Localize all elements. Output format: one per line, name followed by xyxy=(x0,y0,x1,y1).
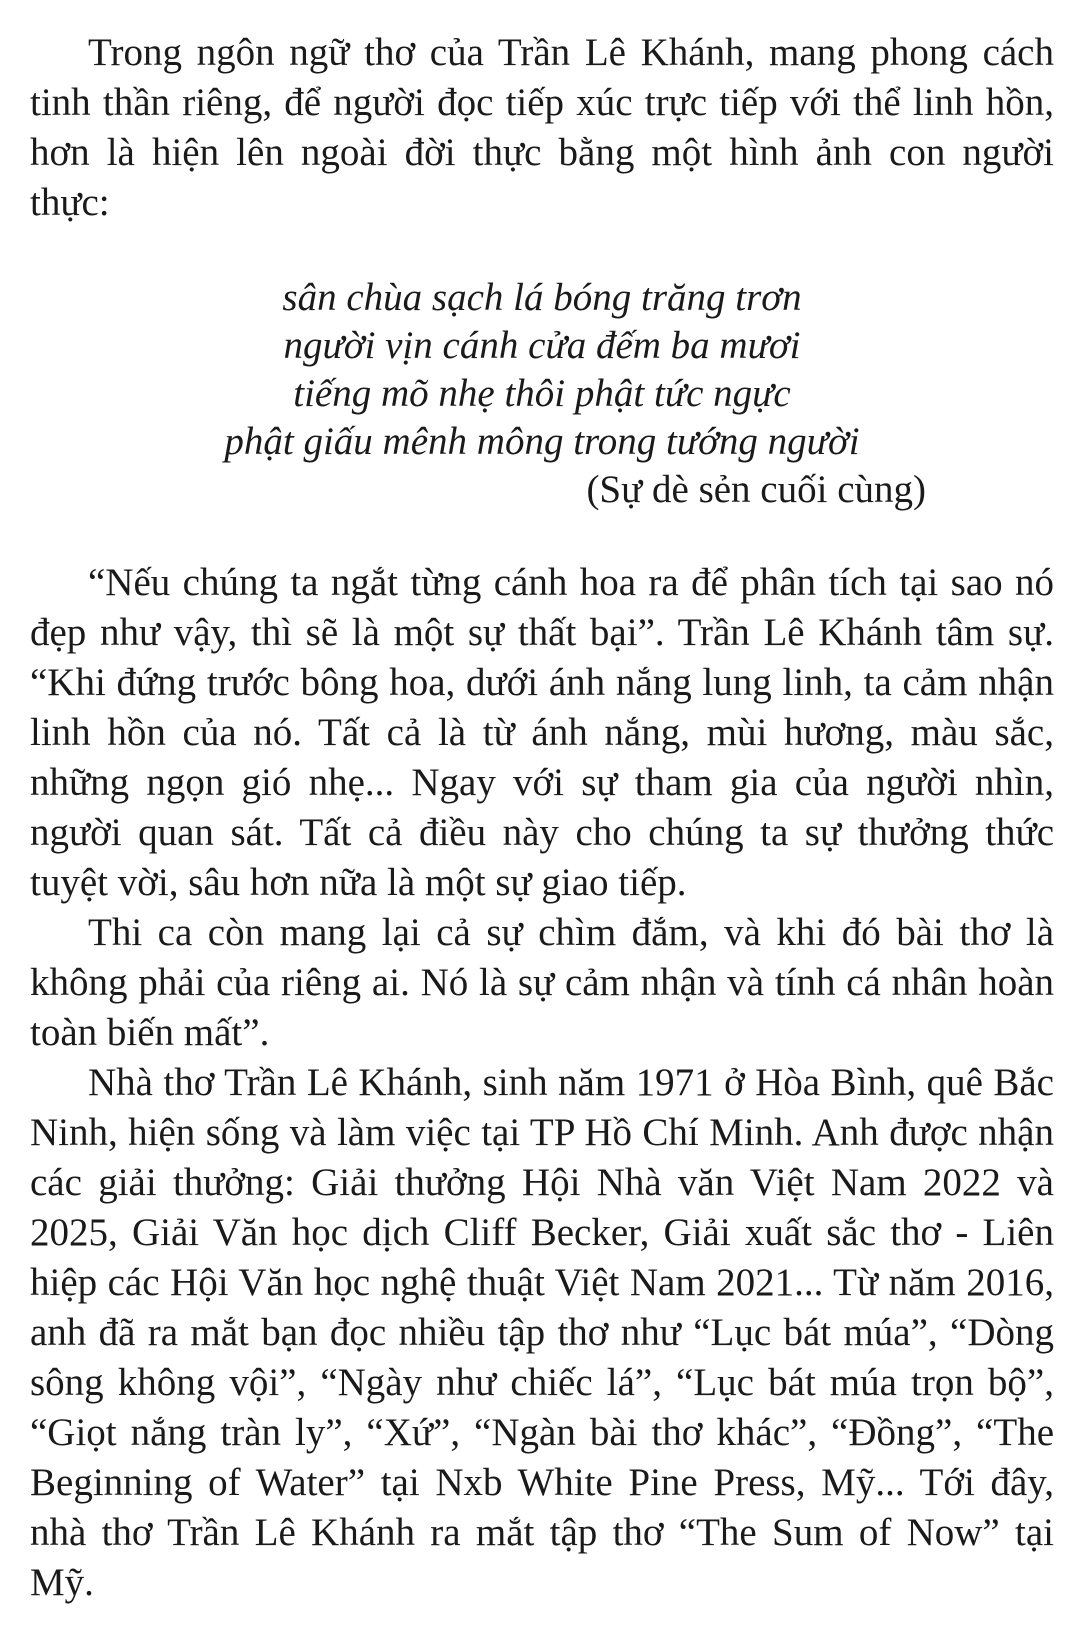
intro-paragraph: Trong ngôn ngữ thơ của Trần Lê Khánh, mang phong cách tinh thần riêng, để người đọc tiếp xúc trực tiếp với thể linh hồn, hơn là hiện lên ngoài đời thực bằng một hình ảnh con người thực: xyxy=(30,31,1054,224)
poem-line: phật giấu mênh mông trong tướng người xyxy=(224,420,860,463)
poem-block xyxy=(30,274,1054,514)
body-paragraph: Thi ca còn mang lại cả sự chìm đắm, và khi đó bài thơ là không phải của riêng ai. Nó là sự cảm nhận và tính cá nhân hoàn toàn biến mất”. xyxy=(30,911,1054,1054)
poem-line: sân chùa sạch lá bóng trăng trơn xyxy=(282,276,802,319)
poem-source: (Sự dè sẻn cuối cùng) xyxy=(586,468,926,511)
poem-line: tiếng mõ nhẹ thôi phật tức ngực xyxy=(293,372,791,415)
poem-line: người vịn cánh cửa đếm ba mươi xyxy=(283,324,801,367)
body-paragraph: “Nếu chúng ta ngắt từng cánh hoa ra để phân tích tại sao nó đẹp như vậy, thì sẽ là một sự thất bại”. Trần Lê Khánh tâm sự. “Khi đứng trước bông hoa, dưới ánh nắng lung linh, ta cảm nhận linh hồn của nó. Tất cả là từ ánh nắng, mùi hương, màu sắc, những ngọn gió nhẹ... Ngay với sự tham gia của người nhìn, người quan sát. Tất cả điều này cho chúng ta sự thưởng thức tuyệt vời, sâu hơn nữa là một sự giao tiếp. xyxy=(30,561,1054,904)
document-page xyxy=(30,28,1054,1608)
body-paragraph: Nhà thơ Trần Lê Khánh, sinh năm 1971 ở Hòa Bình, quê Bắc Ninh, hiện sống và làm việc tại TP Hồ Chí Minh. Anh được nhận các giải thưởng: Giải thưởng Hội Nhà văn Việt Nam 2022 và 2025, Giải Văn học dịch Cliff Becker, Giải xuất sắc thơ - Liên hiệp các Hội Văn học nghệ thuật Việt Nam 2021... Từ năm 2016, anh đã ra mắt bạn đọc nhiều tập thơ như “Lục bát múa”, “Dòng sông không vội”, “Ngày như chiếc lá”, “Lục bát múa trọn bộ”, “Giọt nắng tràn ly”, “Xứ”, “Ngàn bài thơ khác”, “Đồng”, “The Beginning of Water” tại Nxb White Pine Press, Mỹ... Tới đây, nhà thơ Trần Lê Khánh ra mắt tập thơ “The Sum of Now” tại Mỹ. xyxy=(30,1061,1054,1604)
